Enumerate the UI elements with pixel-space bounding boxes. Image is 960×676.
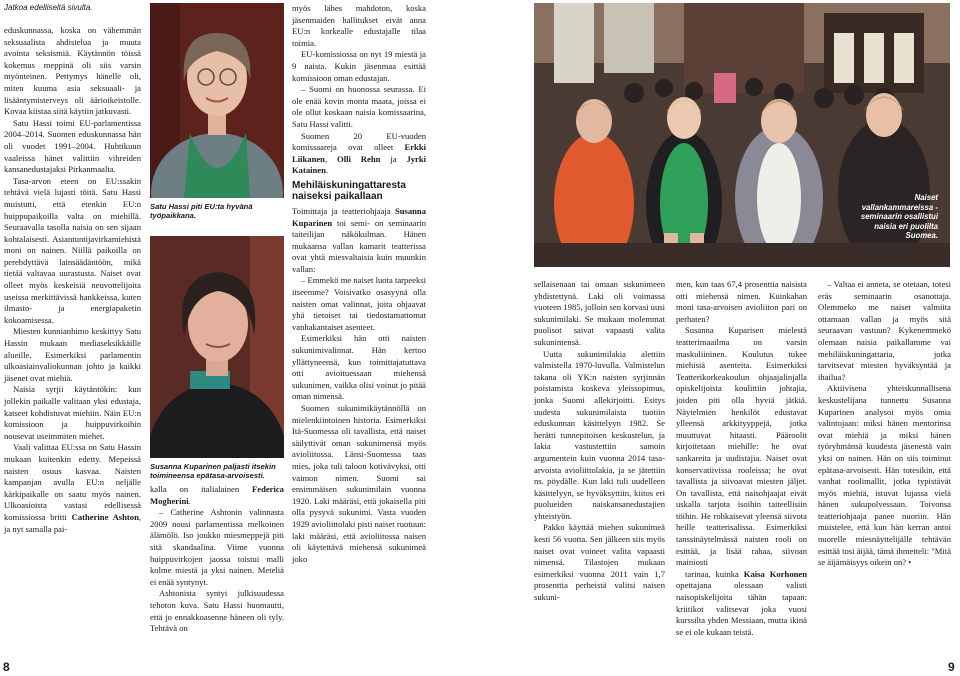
caption-seminar: Naiset vallankammareissa -seminaarin osallistui naisia eri puolilta Suomea.	[860, 193, 938, 241]
paragraph: Suomen 20 EU-vuoden komissaareja ovat olleet Erkki Liikanen, Olli Rehn ja Jyrki Katainen.	[292, 130, 427, 176]
paragraph: Ashtonista syntyi julkisuudessa tehoton kuva. Satu Hassi huomautti, että jo ennakkoasenne häneen oli tyly. Tehtävä on	[150, 588, 284, 634]
person-name: Olli Rehn	[337, 153, 381, 164]
paragraph: – Valtaa ei anneta, se otetaan, totesi eräs seminaarin osanottaja. Olemmeko me naiset valmiita ottamaan vallan ja myös sitä seuraavan vastuun? Kykenemmekö olemaan naisia paikallamme vai mehiläiskuningattaria, jotka tarvitsevat miesten hyväksyntää ja ihailua?	[818, 279, 951, 382]
column-3	[292, 3, 426, 565]
person-name: Jyrki Katainen	[292, 153, 427, 176]
photo-susanna-kuparinen	[150, 236, 284, 458]
paragraph-text: Suomen 20 EU-vuoden komissaareja ovat olleet	[292, 130, 426, 153]
paragraph	[676, 569, 807, 639]
paragraph: eduskunnassa, koska on vähemmän seksuaalista ahdistelua ja muuta avointa seksismiä. Käytännön töissä kokemus meppinä oli siis varsin myönteinen. Pettymys hänelle oli, miten kuuma asia seksuaali- ja lisääntymisterveys oli äärioikeistolle. Kovaa kiistaa siitä käytiin jatkuvasti.	[4, 25, 141, 117]
paragraph-text: Catherine Ashtonin valinnasta 2009 nousi parlamentissa melkoinen älämölö. Iso joukko miesmeppejä piti sitä skandaalina. Viime vuonna huippuvirkojen jaossa toistui malli kolme miestä ja yksi nainen. Meteliä ei enää syntynyt.	[150, 507, 284, 587]
paragraph-text: , ja nyt samalla pai-	[4, 511, 142, 534]
paragraph	[292, 206, 426, 276]
paragraph: – Catherine Ashtonin valinnasta 2009 nousi parlamentissa melkoinen älämölö. Iso joukko miesmeppejä piti sitä skandaalina. Viime vuonna huippuvirkojen jaossa toistui malli kolme miestä ja yksi nainen. Meteliä ei enää syntynyt.	[150, 507, 284, 587]
paragraph: Miesten kunnianhimo keskittyy Satu Hassin mukaan mediaseksikkäille alueille. Esimerkiksi parlamentin ulkoasiainvaliokunnan johto ja kaikki jäsenet ovat miehiä.	[4, 326, 141, 383]
caption-kuparinen: Susanna Kuparinen paljasti itsekin toimineensa epätasa-arvoisesti.	[150, 462, 276, 481]
paragraph: myös lähes mahdoton, koska jäsenmaiden hallitukset eivät anna EU:n korkealle edustajalle tilaa toimia.	[292, 3, 426, 48]
column-2	[150, 484, 284, 635]
column-4	[534, 279, 665, 604]
paragraph: Susanna Kuparisen mielestä teatterimaailma on varsin maskuliininen. Koulutus tukee miehisiä asenteita. Esimerkiksi Teatterikorkeakoulun ohjaajalinjalla opiskelijoista koulittiin johtajia, joiden piti olla hyviä jätkiä. Näytelmien henkilöt edustavat ylleensä arkkityyppejä, jotka muuttuvat hitaasti. Pääroolit kirjoitetaan miehille: he ovat sankareita ja uudistajia. Naiset ovat konservatiivissa rooleissa; he ovat tavallista ja siivoavat miesten jäljet. On tavallista, että naisohjaajat eivät uskalla tarjota isoihin taiteellisiin töihin. He rohkaisevat yleensä siivota heille teatterisalissa. Esimerkiksi tanssinäytelmässä naisten rooli on esittää, ja lisää rahaa, siivoan mainiosti	[676, 325, 807, 568]
paragraph: Tasa-arvon eteen on EU:ssakin tehtävä vielä lujasti töitä. Satu Hassi muistutti, että etenkin EU:n huippupaikoilla valta on miehillä. Seuraavalla tasolla naisia on sen sijaan kohtalaisesti. Asiantuntijavirkamiehistä moni on nainen. Niillä paikoilla on perehdyttävä lainsäädäntöön, mikä tietää valtavaa uurastusta. Naiset ovat olleet myös keskeisiä neuvottelijoita useissa merkittävissä hankkeissa, kuten ilmasto- ja energiapaketin kokoamisessa.	[4, 175, 141, 325]
paragraph: Suomen sukunimikäytännöllä on mielenkiintoinen historia. Esimerkiksi Itä-Suomessa oli tavallista, että naiset säilyttivät oman sukunimensä myös avioliitossa. Länsi-Suomessa taas mies, joka tuli taloon kotivävyksi, otti vaimon nimen. Suomi sai ensimmäisen sukunimilain vuonna 1920. Laki määräsi, että jokaisella piti olla pysyvä sukunimi. Vasta vuoden 1929 avioliittolaki pisti naiset ruotuun: laki määräsi, että avioliitossa naisen oli käytettävä miehensä sukunimeä joko	[292, 403, 426, 564]
column-6	[818, 279, 951, 569]
paragraph	[4, 442, 141, 535]
photo-satu-hassi	[150, 3, 284, 198]
paragraph: – Emmekö me naiset luota tarpeeksi itseemme? Voisivatko osasyynä olla naisten omat valinnat, joita ohjaavat yhä tietoiset tai tiedostamattomat vanhakantaiset asenteet.	[292, 275, 426, 332]
paragraph-text: Valtaa ei anneta, se otetaan, totesi eräs seminaarin osanottaja. Olemmeko me naiset valmiita ottamaan vallan ja myös sitä seuraavan vastuun? Kykenemmekö olemaan naisia paikallamme vai mehiläiskuningattaria, jotka tarvitsevat miesten hyväksyntää ja ihailua?	[818, 279, 951, 382]
paragraph: Pakko käyttää miehen sukunimeä kesti 56 vuotta. Sen jälkeen siis myös naiset ovat voineet valita vapaasti nimensä. Tilastojen mukaan esimerkiksi vuonna 2011 vain 1,7 prosenttia perheistä valitsi naisen sukuni-	[534, 522, 665, 603]
paragraph: Esimerkiksi hän otti naisten sukunimivalinnat. Hän kertoo yllättyneensä, kun toimittajatuttava otti avioituessaan miehensä sukunimen, vaikka olisi voinut jo pitää oman nimensä.	[292, 333, 426, 402]
paragraph-text: Emmekö me naiset luota tarpeeksi itseemme? Voisivatko osasyynä olla naisten omat valinnat, joita ohjaavat yhä tietoiset tai tiedostamattomat vanhakantaiset asenteet.	[292, 275, 426, 332]
paragraph-text: opettajana olessaan valisti naisopiskelijoita tähän tapaan: kriitikot valitsevat joka vuosi kurssilta yhden Messiaan, mutta ikinä se ei ole kukaan teistä.	[676, 580, 807, 637]
paragraph-text: kalla on italialainen	[150, 484, 240, 494]
page-number-right: 9	[948, 660, 955, 674]
paragraph: Naisia syrjii käytäntökin: kun jollekin paikalle valitaan yksi edustaja, katseet kohdistuvat miehiin. Näin EU:n komissioon ja huippuvirkoihin nousevat useimmiten miehet.	[4, 384, 141, 441]
paragraph-text: on seminaarin taiteilijan näkökulman. Hänen mukaansa vallan kamarit teatterissa ovat yhtä miesvaltaisia kuin muunkin vallan:	[292, 217, 427, 274]
person-name: Susanna Kuparinen	[292, 205, 426, 228]
paragraph-text: Vaali valittaa EU:ssa on Satu Hassin mukaan kuitenkin edetty. Mepeissä naisten osuus kasvaa. Naisten kampanjan avulla EU:n neljälle kärkipaikalle on saatu myös nainen. Ulkoasioista vastasi edellisessä komissiossa britti	[4, 442, 141, 522]
portrait-illustration	[150, 3, 284, 198]
paragraph: Satu Hassi toimi EU-parlamentissa 2004–2014. Suomen eduskunnassa hän oli vuodet 1991–2004. Huhtikuun vaaleissa hänet valittiin vihreiden kansanedustajaksi Pirkanmaalta.	[4, 117, 141, 175]
continuation-note: Jatkoa edelliseltä sivulta.	[4, 3, 93, 12]
column-1	[4, 25, 141, 535]
paragraph: – Suomi on huonossa seurassa. Ei ole enää kovin monta maata, joissa ei ole ollut koskaan naisia komissaarina, Satu Hassi valitti.	[292, 84, 426, 129]
person-name: Erkki Liikanen	[292, 142, 426, 164]
paragraph-text: toi semi-	[332, 217, 370, 228]
section-heading: Mehiläiskuningattaresta naiseksi paikallaan	[292, 179, 406, 203]
person-name: Federica Mogherini	[150, 484, 284, 506]
paragraph-text: tarinaa, kuinka	[685, 568, 739, 579]
paragraph-text: Suomi on huonossa seurassa. Ei ole enää kovin monta maata, joissa ei ole ollut koskaan naisia komissaarina, Satu Hassi valitti.	[292, 84, 426, 129]
caption-hassi: Satu Hassi piti EU:ta hyvänä työpaikkana.	[150, 202, 253, 221]
paragraph: kalla on italialainen Federica Mogherini.	[150, 484, 284, 506]
person-name: Catherine Ashton	[71, 511, 139, 522]
person-name: Kaisa Korhonen	[743, 568, 807, 579]
page-number-left: 8	[3, 660, 10, 674]
portrait-illustration	[150, 236, 284, 458]
paragraph: men, kun taas 67,4 prosenttia naisista otti miehensä nimen. Kuinkahan moni tasa-arvoisen avioliiton pari on perhaten?	[676, 279, 807, 324]
paragraph: sellaisenaan tai omaan sukunimeen yhdistettynä. Laki oli voimassa vuoteen 1985, jolloin sen korvasi uusi sukunimilaki. Se mukaan molemmat puolisot saivat vapaasti valita sukunimensä.	[534, 279, 665, 347]
paragraph-text: Toimittaja ja teatteriohjaaja	[292, 205, 391, 216]
paragraph: EU-komissiossa on nyt 19 miestä ja 9 naista. Kukin jäsenmaa esittää komissioon oman edustajan.	[292, 49, 426, 83]
paragraph: Aktiivisena yhteiskunnallisena keskustelijana tunnettu Susanna Kuparinen analysoi myös omia valintojaan: miksi hänen mentorinsa ovat miehiä ja miksi hänen työryhmänsä kuudesta jäsenestä vain yksi on nainen. Hän on siis toiminut epätasa-arvoisesti. Hän totesikin, että vanhat roolimallit, jotka typistävät myös miehiä, istuvat lujassa vielä hänen sukupolvessaan. Toivonsa teatteriohjaaja panee nuoriin. Hän muistelee, että kun hän kerran antoi nuorelle miesnäyttelijälle tehtävän esittää tosi äijää, tämä ihmetteli: "Mitä se äijämäisyys oikein on? •	[818, 383, 951, 568]
column-5	[676, 279, 807, 638]
paragraph: Uutta sukunimilakia alettiin valmistella 1970-luvulla. Valmistelun takana oli YK:n naisten syrjinnän poistamista koskeva yleissopimus, jonka Suomi allekirjoitti. Esitys uudesta sukunimilaista tuotiin eduskunnan käsittelyyn 1982. Se herätti tunnepitoisen keskustelun, ja lakia vastustettiin samoin argumentein kuin vuonna 2014 tasa-arvoista avioliittolakia, ja se jätettiin ns. pöydälle. Kun laki tuli uudelleen käsittelyyn, se hyväksyttiin, kiitos eri puolueiden naiskansanedustajien yhteistyön.	[534, 348, 665, 521]
